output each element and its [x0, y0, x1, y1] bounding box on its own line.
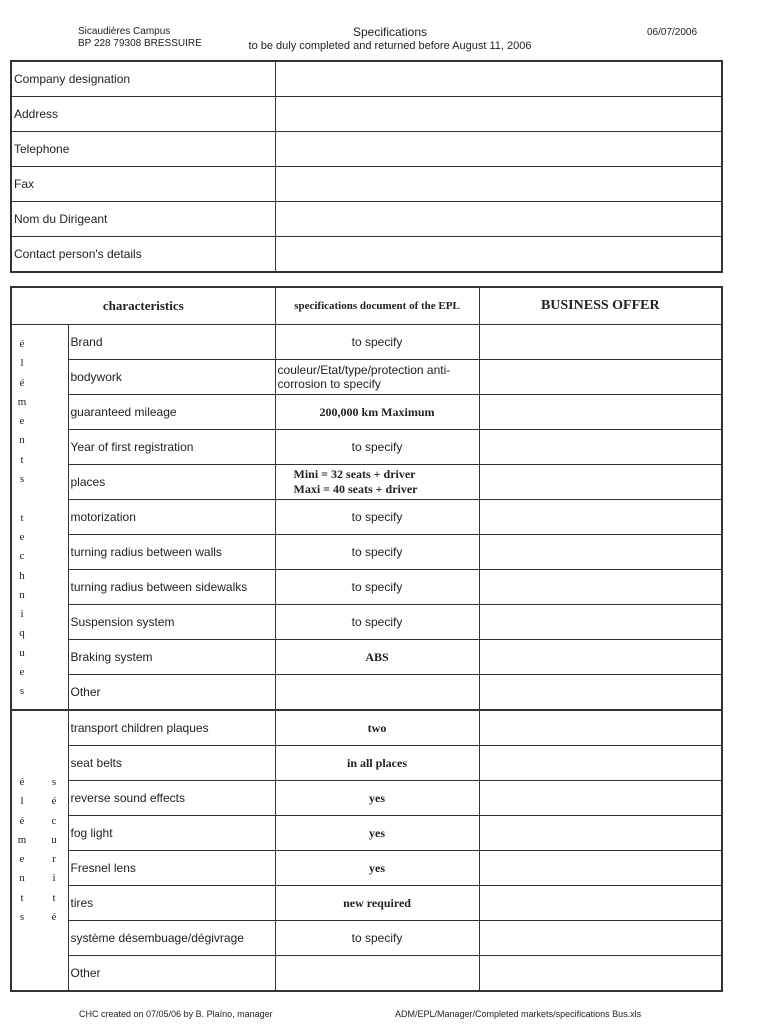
group-label-technical: [11, 325, 68, 711]
spec-requirement: new required: [275, 886, 479, 921]
spec-requirement: [275, 956, 479, 992]
spec-row: [11, 395, 722, 430]
vertical-letter: m: [17, 395, 27, 408]
vertical-letter: [15, 489, 29, 508]
spec-row: [11, 816, 722, 851]
business-offer-cell[interactable]: [479, 640, 722, 675]
company-row: [11, 167, 722, 202]
table-header-row: [11, 287, 722, 325]
page-title: Specifications: [352, 25, 428, 39]
page-subtitle: to be duly completed and returned before August 11, 2006: [248, 40, 532, 52]
spec-item-label: guaranteed mileage: [68, 395, 275, 430]
business-offer-cell[interactable]: [479, 886, 722, 921]
spec-row: [11, 710, 722, 746]
spec-requirement: to specify: [275, 430, 479, 465]
spec-requirement: couleur/Etat/type/protection anti-corrosion to specify: [275, 360, 479, 395]
spec-row: [11, 360, 722, 395]
business-offer-cell[interactable]: [479, 465, 722, 500]
vertical-letter: u: [19, 646, 25, 659]
spec-requirement: two: [275, 710, 479, 746]
business-offer-cell[interactable]: [479, 781, 722, 816]
specifications-table: [10, 286, 723, 992]
company-field-value[interactable]: [275, 61, 722, 97]
group-label-safety: [11, 710, 68, 991]
spec-item-label: Other: [68, 675, 275, 711]
company-field-value[interactable]: [275, 202, 722, 237]
spec-row: [11, 640, 722, 675]
business-offer-cell[interactable]: [479, 360, 722, 395]
spec-item-label: seat belts: [68, 746, 275, 781]
business-offer-cell[interactable]: [479, 921, 722, 956]
vertical-letter: é: [51, 911, 57, 924]
vertical-letter: r: [52, 853, 56, 866]
vertical-letter: t: [20, 511, 24, 524]
header-characteristics: characteristics: [11, 287, 275, 325]
spec-item-label: Year of first registration: [68, 430, 275, 465]
vertical-letter: t: [20, 453, 24, 466]
vertical-letter: m: [17, 833, 27, 846]
company-field-value[interactable]: [275, 97, 722, 132]
spec-row: [11, 430, 722, 465]
business-offer-cell[interactable]: [479, 816, 722, 851]
spec-requirement: to specify: [275, 921, 479, 956]
business-offer-cell[interactable]: [479, 851, 722, 886]
vertical-letter: e: [19, 853, 25, 866]
company-field-label: Address: [11, 97, 275, 132]
spec-item-label: reverse sound effects: [68, 781, 275, 816]
vertical-label-elements: [15, 773, 29, 927]
vertical-letter: h: [19, 569, 25, 582]
vertical-letter: c: [51, 814, 57, 827]
vertical-letter: é: [19, 376, 25, 389]
company-row: [11, 132, 722, 167]
company-field-value[interactable]: [275, 132, 722, 167]
vertical-label-securite: [47, 773, 61, 927]
vertical-letter: s: [19, 473, 25, 486]
vertical-letter: s: [19, 911, 25, 924]
spec-requirement: to specify: [275, 535, 479, 570]
spec-item-label: turning radius between sidewalks: [68, 570, 275, 605]
company-field-label: Telephone: [11, 132, 275, 167]
vertical-letter: q: [19, 627, 25, 640]
org-name: Sicaudières Campus: [78, 26, 171, 37]
business-offer-cell[interactable]: [479, 395, 722, 430]
company-row: [11, 97, 722, 132]
spec-item-label: places: [68, 465, 275, 500]
spec-row: [11, 921, 722, 956]
vertical-letter: e: [19, 666, 25, 679]
spec-requirement: yes: [275, 781, 479, 816]
vertical-letter: n: [19, 434, 25, 447]
business-offer-cell[interactable]: [479, 500, 722, 535]
spec-row: [11, 956, 722, 992]
company-info-table: [10, 60, 723, 273]
spec-requirement: to specify: [275, 500, 479, 535]
business-offer-cell[interactable]: [479, 430, 722, 465]
company-field-value[interactable]: [275, 237, 722, 273]
spec-requirement: ABS: [275, 640, 479, 675]
document-date: 06/07/2006: [647, 27, 698, 38]
spec-row: [11, 675, 722, 711]
vertical-letter: c: [19, 550, 25, 563]
vertical-letter: l: [20, 795, 24, 808]
business-offer-cell[interactable]: [479, 570, 722, 605]
company-field-label: Company designation: [11, 61, 275, 97]
vertical-letter: é: [19, 814, 25, 827]
spec-item-label: turning radius between walls: [68, 535, 275, 570]
company-field-label: Nom du Dirigeant: [11, 202, 275, 237]
business-offer-cell[interactable]: [479, 710, 722, 746]
spec-item-label: tires: [68, 886, 275, 921]
spec-item-label: Braking system: [68, 640, 275, 675]
org-postal: BP 228 79308 BRESSUIRE: [78, 38, 202, 49]
spec-requirement: yes: [275, 816, 479, 851]
spec-requirement-line: Maxi = 40 seats + driver: [293, 482, 418, 496]
vertical-letter: n: [19, 872, 25, 885]
vertical-letter: s: [51, 776, 57, 788]
spec-requirement: [275, 675, 479, 711]
spec-requirement: [275, 465, 479, 500]
business-offer-cell[interactable]: [479, 605, 722, 640]
spec-requirement: yes: [275, 851, 479, 886]
vertical-letter: i: [52, 872, 56, 885]
spec-item-label: motorization: [68, 500, 275, 535]
business-offer-cell[interactable]: [479, 746, 722, 781]
spec-requirement: to specify: [275, 570, 479, 605]
spec-row: [11, 886, 722, 921]
spec-row: [11, 746, 722, 781]
footer-file-path: ADM/EPL/Manager/Completed markets/specifications Bus.xls: [395, 1009, 642, 1019]
header-epl-spec: specifications document of the EPL: [275, 287, 479, 325]
spec-item-label: fog light: [68, 816, 275, 851]
spec-item-label: transport children plaques: [68, 710, 275, 746]
header-business-offer: BUSINESS OFFER: [479, 287, 722, 325]
spec-row: [11, 325, 722, 360]
spec-requirement: to specify: [275, 325, 479, 360]
spec-requirement: 200,000 km Maximum: [275, 395, 479, 430]
spec-item-label: Brand: [68, 325, 275, 360]
vertical-letter: t: [52, 891, 56, 904]
spec-row: [11, 781, 722, 816]
spec-item-label: Other: [68, 956, 275, 992]
spec-item-label: système désembuage/dégivrage: [68, 921, 275, 956]
vertical-letter: e: [19, 415, 25, 428]
vertical-letter: t: [20, 891, 24, 904]
spec-row: [11, 500, 722, 535]
spec-row: [11, 851, 722, 886]
spec-item-label: bodywork: [68, 360, 275, 395]
spec-row: [11, 570, 722, 605]
company-field-label: Contact person's details: [11, 237, 275, 273]
vertical-letter: e: [19, 530, 25, 543]
spec-requirement: to specify: [275, 605, 479, 640]
spec-item-label: Fresnel lens: [68, 851, 275, 886]
spec-item-label: Suspension system: [68, 605, 275, 640]
vertical-letter: u: [51, 833, 57, 846]
document-heading: [230, 24, 550, 53]
company-field-value[interactable]: [275, 167, 722, 202]
vertical-letter: s: [19, 685, 25, 698]
vertical-letter: é: [51, 795, 57, 808]
vertical-label-technical: [15, 335, 29, 702]
company-field-label: Fax: [11, 167, 275, 202]
vertical-letter: l: [20, 357, 24, 370]
spec-requirement-line: Mini = 32 seats + driver: [293, 467, 416, 481]
spec-row: [11, 605, 722, 640]
spec-row: [11, 465, 722, 500]
business-offer-cell[interactable]: [479, 956, 722, 992]
vertical-letter: é: [19, 338, 25, 350]
organization-address: [78, 26, 202, 50]
business-offer-cell[interactable]: [479, 675, 722, 711]
vertical-letter: i: [20, 608, 24, 621]
vertical-letter: é: [19, 776, 25, 788]
spec-requirement: in all places: [275, 746, 479, 781]
business-offer-cell[interactable]: [479, 535, 722, 570]
business-offer-cell[interactable]: [479, 325, 722, 360]
company-row: [11, 61, 722, 97]
footer-created-by: CHC created on 07/05/06 by B. Plaïno, manager: [79, 1009, 273, 1019]
spec-row: [11, 535, 722, 570]
company-row: [11, 202, 722, 237]
vertical-letter: n: [19, 588, 25, 601]
company-row: [11, 237, 722, 273]
